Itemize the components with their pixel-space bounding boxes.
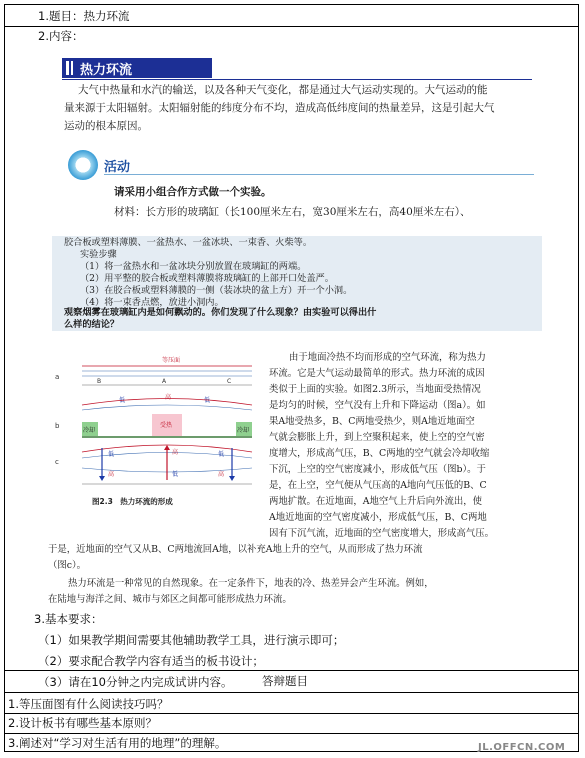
activity-line: 材料：长方形的玻璃缸（长100厘米左右，宽30厘米左右，高40厘米左右）、 xyxy=(114,206,471,218)
row-label: a xyxy=(55,373,60,381)
defense-title: 答辩题目 xyxy=(262,674,308,688)
high-label: 高 xyxy=(172,449,179,456)
right-line: 果A地受热多，B、C两地受热少，则A地近地面空 xyxy=(269,416,475,427)
arrow-head-icon xyxy=(99,476,105,481)
box-line: 么样的结论？ xyxy=(64,319,120,330)
row-label: b xyxy=(55,422,60,430)
watermark: JL.OFFCN.COM xyxy=(478,742,566,753)
figure-diagram xyxy=(52,352,264,508)
intro-line: 大气中热量和水汽的输送，以及各种天气变化，都是通过大气运动实现的。大气运动的能 xyxy=(78,84,488,96)
box-line: 观察烟雾在玻璃缸内是如何飘动的。你们发现了什么现象？由实验可以得出什 xyxy=(64,307,377,318)
requirements-title: 3.基本要求： xyxy=(34,612,103,626)
right-line: 类似于上面的实验。如图2.3所示，当地面受热情况 xyxy=(269,384,481,395)
title-bar-icon xyxy=(71,61,73,75)
divider xyxy=(4,26,579,27)
arrow-head-icon xyxy=(164,445,170,450)
divider xyxy=(4,713,579,714)
divider xyxy=(4,692,579,693)
cold-label: 冷却 xyxy=(237,427,250,434)
isobar-label: 等压面 xyxy=(162,357,181,364)
requirement-item: （1）如果教学期间需要其他辅助教学工具，进行演示即可； xyxy=(38,633,345,647)
intro-line: 量来源于太阳辐射。太阳辐射能的纬度分布不均，造成高低纬度间的热量差异，这是引起大气 xyxy=(64,102,495,114)
bottom-line: 于是，近地面的空气又从B、C两地流回A地，以补充A地上升的空气，从而形成了热力环流 xyxy=(48,544,423,555)
divider xyxy=(4,733,579,734)
topic-line: 1.题目：热力环流 xyxy=(38,9,130,23)
defense-question: 3.阐述对“学习对生活有用的地理”的理解。 xyxy=(8,736,227,750)
bottom-line: 在陆地与海洋之间、城市与郊区之间都可能形成热力环流。 xyxy=(48,594,292,605)
low-label: 低 xyxy=(218,451,225,458)
requirement-item: （2）要求配合教学内容有适当的板书设计； xyxy=(38,654,264,668)
low-label: 低 xyxy=(108,451,115,458)
box-line: 胶合板或塑料薄膜、一盆热水、一盆冰块、一束香、火柴等。 xyxy=(64,237,313,248)
right-line: 两地扩散。在近地面，A地空气上升后向外流出，使 xyxy=(269,496,483,507)
high-label: 高 xyxy=(108,471,115,478)
thermal-circulation-figure xyxy=(52,352,264,508)
right-line: 气就会膨胀上升，到上空聚积起来，使上空的空气密 xyxy=(269,432,485,443)
heat-label: 受热 xyxy=(160,422,173,429)
content-label: 2.内容： xyxy=(38,29,84,43)
right-line: 是，在上空，空气便从气压高的A地向气压低的B、C xyxy=(269,480,487,491)
divider xyxy=(4,670,579,671)
high-label: 高 xyxy=(218,471,225,478)
activity-rule xyxy=(104,174,534,175)
activity-label: 活动 xyxy=(104,160,131,175)
right-line: 环流。它是大气运动最简单的形式。热力环流的成因 xyxy=(269,368,485,379)
bottom-line: 热力环流是一种常见的自然现象。在一定条件下，地表的冷、热差异会产生环流。例如， xyxy=(68,578,434,589)
defense-question: 2.设计板书有哪些基本原则？ xyxy=(8,716,157,730)
section-title-band xyxy=(62,58,212,78)
point-label: B xyxy=(97,378,102,385)
section-title: 热力环流 xyxy=(80,63,133,78)
figure-caption: 图2.3 热力环流的形成 xyxy=(92,497,173,506)
cold-label: 冷却 xyxy=(83,427,96,434)
title-rule xyxy=(62,79,532,80)
box-line: 实验步骤 xyxy=(80,249,117,260)
high-label: 高 xyxy=(165,394,172,401)
box-line: （3）在胶合板或塑料薄膜的一侧（装冰块的盆上方）开一个小洞。 xyxy=(80,285,353,296)
row-label: c xyxy=(55,458,59,466)
activity-header xyxy=(68,150,538,180)
low-label: 低 xyxy=(172,471,179,478)
box-line: （2）用平整的胶合板或塑料薄膜将玻璃缸的上部开口处盖严。 xyxy=(80,273,334,284)
box-line: （1）将一盆热水和一盆冰块分别放置在玻璃缸的两端。 xyxy=(80,261,307,272)
activity-line: 请采用小组合作方式做一个实验。 xyxy=(114,186,272,198)
box-line: （4）将一束香点燃，放进小洞内。 xyxy=(80,297,224,308)
defense-question: 1.等压面图有什么阅读技巧吗？ xyxy=(8,697,169,711)
low-label: 低 xyxy=(119,397,126,404)
right-line: 由于地面冷热不均而形成的空气环流，称为热力 xyxy=(289,352,486,363)
right-line: 度增大，形成高气压，B、C两地的空气就会冷却收缩 xyxy=(269,448,490,459)
arrow-head-icon xyxy=(229,476,235,481)
requirement-item: （3）请在10分钟之内完成试讲内容。 xyxy=(38,675,233,689)
right-line: 因有下沉气流，近地面的空气密度增大，形成高气压。 xyxy=(269,528,495,539)
right-line: A地近地面的空气密度减小，形成低气压，B、C两地 xyxy=(269,512,487,523)
point-label: A xyxy=(162,378,167,385)
point-label: C xyxy=(227,378,232,385)
isobar xyxy=(82,405,252,410)
right-line: 是均匀的时候，空气没有上升和下降运动（图a）。如 xyxy=(269,400,486,411)
title-bar-icon xyxy=(66,61,69,75)
intro-line: 运动的根本原因。 xyxy=(64,120,148,132)
right-line: 下沉，上空的空气密度减小，形成低气压（图b）。于 xyxy=(269,464,486,475)
bottom-line: （图c）。 xyxy=(48,560,87,571)
low-label: 低 xyxy=(204,397,211,404)
activity-swirl-icon xyxy=(68,150,98,180)
